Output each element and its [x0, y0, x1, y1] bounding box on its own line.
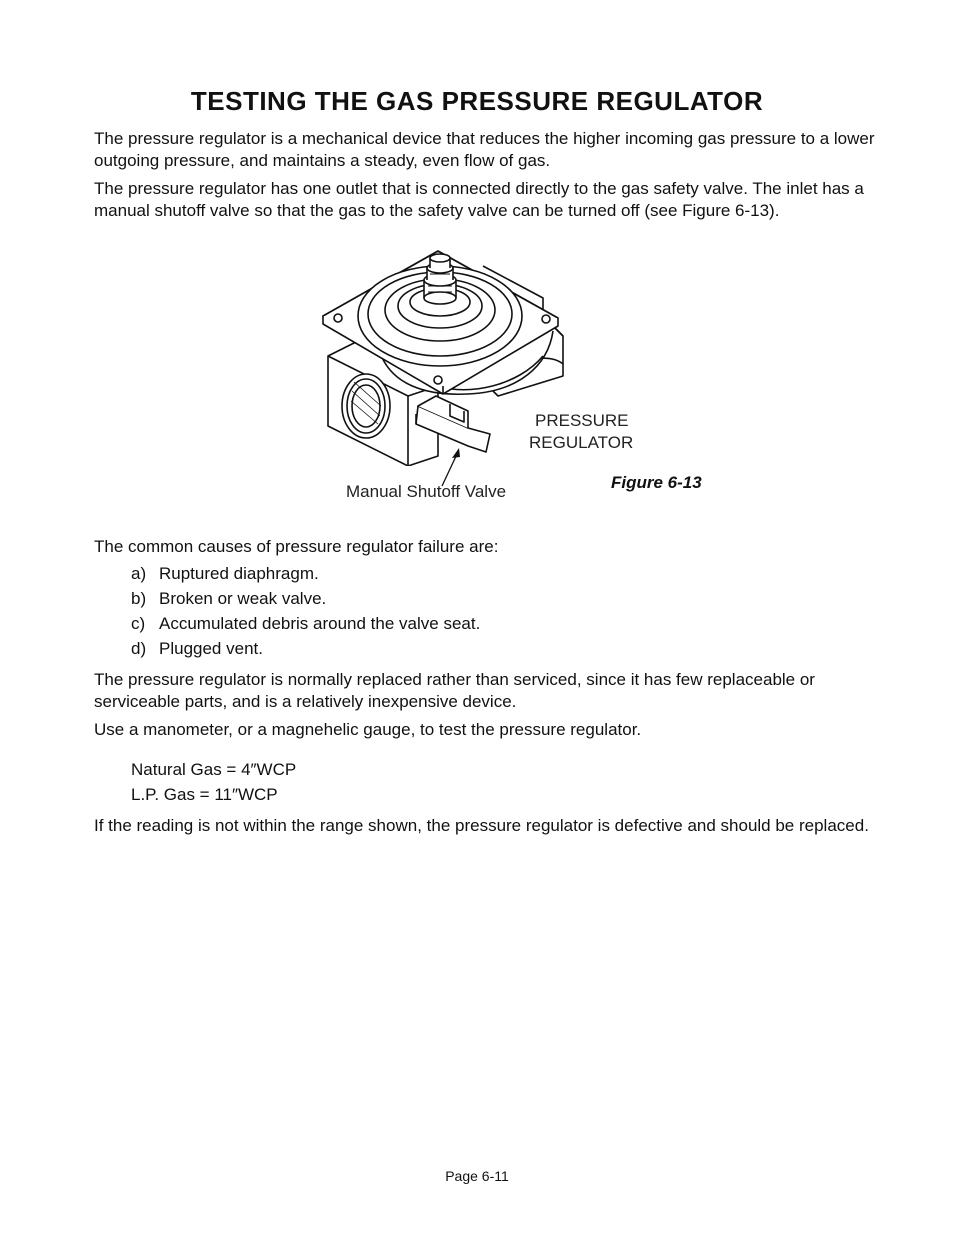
list-item — [131, 613, 480, 635]
manual-shutoff-valve-label: Manual Shutoff Valve — [346, 482, 507, 501]
list-marker: a) — [131, 564, 147, 583]
test-instruction: Use a manometer, or a magnehelic gauge, to test the pressure regulator. — [94, 720, 642, 739]
natural-gas-pressure: Natural Gas = 4″WCP — [131, 760, 297, 779]
list-marker: b) — [131, 589, 147, 608]
pressure-regulator-label-line-2: REGULATOR — [529, 433, 634, 452]
list-text: Broken or weak valve. — [159, 589, 327, 608]
causes-intro: The common causes of pressure regulator failure are: — [94, 537, 499, 556]
list-text: Plugged vent. — [159, 639, 263, 658]
list-item — [131, 638, 263, 660]
list-marker: c) — [131, 614, 146, 633]
list-marker: d) — [131, 639, 147, 658]
list-item — [131, 563, 319, 585]
list-item — [131, 588, 326, 610]
page-title: TESTING THE GAS PRESSURE REGULATOR — [190, 86, 764, 116]
list-text: Ruptured diaphragm. — [159, 564, 319, 583]
page-number: Page 6-11 — [445, 1168, 509, 1184]
figure-caption: Figure 6-13 — [611, 473, 702, 492]
replacement-paragraph: The pressure regulator is normally replaced rather than serviced, since it has few replaceable or serviceable parts, and is a relatively inexpensive device. — [94, 670, 815, 711]
intro-paragraph-1: The pressure regulator is a mechanical device that reduces the higher incoming gas pressure to a lower outgoing pressure, and maintains a steady, even flow of gas. — [94, 129, 875, 170]
intro-paragraph-2: The pressure regulator has one outlet that is connected directly to the gas safety valve. The inlet has a manual shutoff valve so that the gas to the safety valve can be turned off (see Figure 6-13). — [94, 179, 864, 220]
pressure-regulator-label-line-1: PRESSURE — [535, 411, 629, 430]
conclusion-paragraph: If the reading is not within the range shown, the pressure regulator is defective and should be replaced. — [94, 816, 869, 835]
lp-gas-pressure: L.P. Gas = 11″WCP — [131, 785, 278, 804]
list-text: Accumulated debris around the valve seat. — [159, 614, 481, 633]
